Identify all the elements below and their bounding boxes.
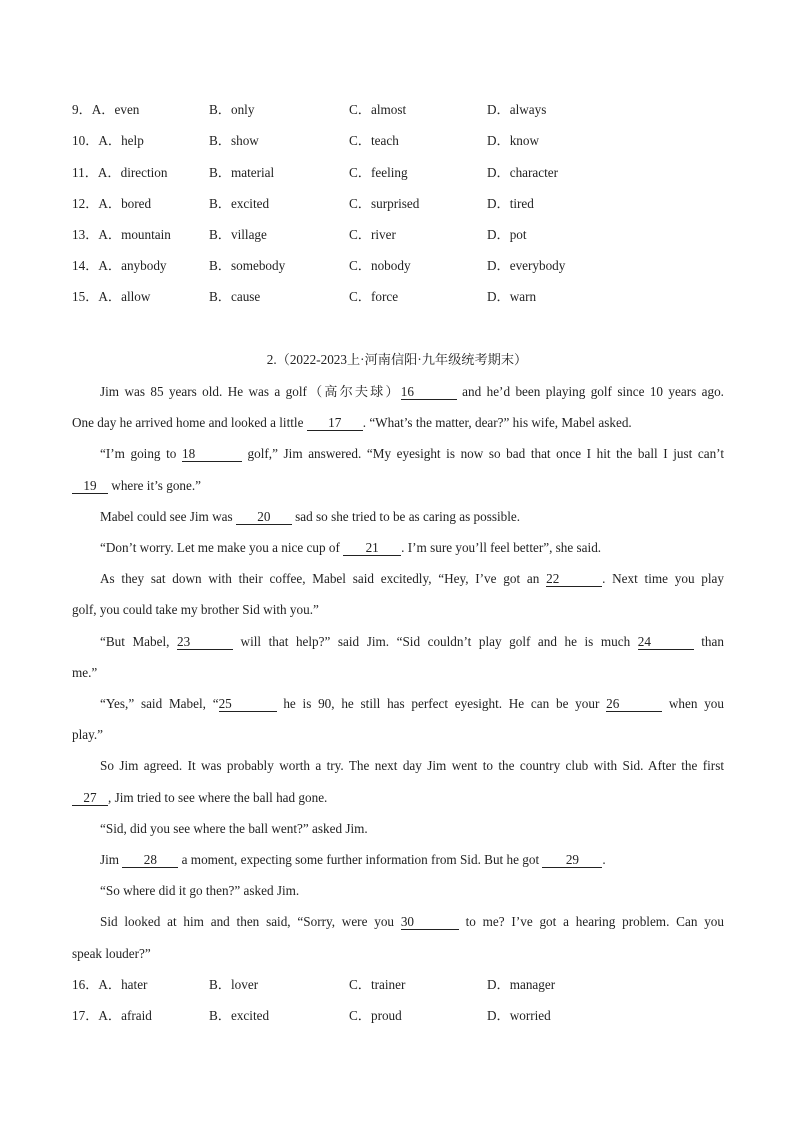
option-c: C．force xyxy=(349,289,399,304)
passage-text: play.” xyxy=(72,727,103,742)
passage-text: . “What’s the matter, dear?” his wife, Mabel asked. xyxy=(362,415,632,430)
blank-25: 25 xyxy=(219,696,277,712)
option-d: D．everybody xyxy=(487,258,566,273)
section-heading: 2.（2022-2023上·河南信阳·九年级统考期末） xyxy=(266,352,528,367)
passage-text: and he’d been playing golf since 10 years ago. xyxy=(456,384,724,399)
passage-line xyxy=(100,820,724,838)
option-c: C．feeling xyxy=(349,165,408,180)
option-a: 15．A．allow xyxy=(72,289,151,304)
option-a: 17．A．afraid xyxy=(72,1008,152,1023)
blank-30: 30 xyxy=(401,914,459,930)
passage-line xyxy=(100,851,724,869)
blank-20: 20 xyxy=(236,509,292,525)
option-d: D．pot xyxy=(487,227,527,242)
passage-line xyxy=(72,414,724,432)
passage-text: when you xyxy=(662,696,724,711)
passage-text: “Don’t worry. Let me make you a nice cup of xyxy=(100,540,344,555)
option-b: B．material xyxy=(209,165,275,180)
option-d: D．always xyxy=(487,102,547,117)
option-a: 12．A．bored xyxy=(72,196,152,211)
option-a: 11．A．direction xyxy=(72,165,168,180)
passage-text: Jim was 85 years old. He was a golf（高尔夫球） xyxy=(100,384,401,399)
passage-text: sad so she tried to be as caring as possible. xyxy=(291,509,521,524)
blank-24: 24 xyxy=(638,634,694,650)
blank-19: 19 xyxy=(72,478,108,494)
passage-text: , Jim tried to see where the ball had gone. xyxy=(108,790,328,805)
passage-line xyxy=(100,508,724,526)
option-d: D．know xyxy=(487,133,540,148)
passage-line xyxy=(100,695,724,713)
passage-line xyxy=(72,726,724,744)
passage-text: will that help?” said Jim. “Sid couldn’t play golf and he is much xyxy=(233,634,638,649)
passage-text: speak louder?” xyxy=(72,946,151,961)
blank-17: 17 xyxy=(307,415,363,431)
blank-23: 23 xyxy=(177,634,233,650)
passage-line xyxy=(72,945,724,963)
passage-line xyxy=(72,789,724,807)
passage-text: Sid looked at him and then said, “Sorry, were you xyxy=(100,914,401,929)
passage-line xyxy=(72,477,724,495)
option-c: C．nobody xyxy=(349,258,411,273)
option-b: B．excited xyxy=(209,1008,270,1023)
option-a: 14．A．anybody xyxy=(72,258,167,273)
blank-27: 27 xyxy=(72,790,108,806)
passage-line xyxy=(100,913,724,931)
option-b: B．excited xyxy=(209,196,270,211)
passage-text: golf, you could take my brother Sid with you.” xyxy=(72,602,319,617)
option-b: B．somebody xyxy=(209,258,286,273)
option-b: B．cause xyxy=(209,289,261,304)
passage-text: . xyxy=(602,852,606,867)
option-b: B．only xyxy=(209,102,255,117)
option-a: 10．A．help xyxy=(72,133,144,148)
passage-text: Mabel could see Jim was xyxy=(100,509,236,524)
option-d: D．manager xyxy=(487,977,556,992)
passage-text: . Next time you play xyxy=(602,571,724,586)
passage-text: One day he arrived home and looked a little xyxy=(72,415,307,430)
passage-text: “Yes,” said Mabel, “ xyxy=(100,696,219,711)
passage-line xyxy=(100,882,724,900)
blank-28: 28 xyxy=(122,852,178,868)
blank-26: 26 xyxy=(606,696,662,712)
passage-line xyxy=(100,445,724,463)
option-b: B．village xyxy=(209,227,267,242)
blank-18: 18 xyxy=(182,446,242,462)
option-d: D．tired xyxy=(487,196,534,211)
option-c: C．almost xyxy=(349,102,407,117)
blank-22: 22 xyxy=(546,571,602,587)
passage-text: a moment, expecting some further information from Sid. But he got xyxy=(178,852,543,867)
passage-text: As they sat down with their coffee, Mabel said excitedly, “Hey, I’ve got an xyxy=(100,571,547,586)
option-c: C．teach xyxy=(349,133,399,148)
passage-text: . I’m sure you’ll feel better”, she said. xyxy=(401,540,602,555)
passage-line xyxy=(100,570,724,588)
passage-line xyxy=(100,383,724,401)
passage-text: Jim xyxy=(100,852,123,867)
passage-text: “Sid, did you see where the ball went?” asked Jim. xyxy=(100,821,368,836)
passage-line xyxy=(100,633,724,651)
option-d: D．warn xyxy=(487,289,537,304)
option-c: C．surprised xyxy=(349,196,420,211)
option-b: B．show xyxy=(209,133,259,148)
passage-text: golf,” Jim answered. “My eyesight is now so bad that once I hit the ball I just can’t xyxy=(241,446,724,461)
passage-text: “So where did it go then?” asked Jim. xyxy=(100,883,300,898)
passage-text: where it’s gone.” xyxy=(108,478,202,493)
passage-text: So Jim agreed. It was probably worth a try. The next day Jim went to the country club with Sid. After the first xyxy=(100,758,724,773)
option-b: B．lover xyxy=(209,977,259,992)
passage-text: to me? I’ve got a hearing problem. Can you xyxy=(458,914,724,929)
option-c: C．river xyxy=(349,227,396,242)
option-d: D．worried xyxy=(487,1008,551,1023)
passage-text: “But Mabel, xyxy=(100,634,177,649)
option-d: D．character xyxy=(487,165,559,180)
option-a: 9．A．even xyxy=(72,102,140,117)
passage-line xyxy=(100,539,724,557)
passage-line xyxy=(100,757,724,775)
option-c: C．proud xyxy=(349,1008,402,1023)
option-a: 16．A．hater xyxy=(72,977,148,992)
option-a: 13．A．mountain xyxy=(72,227,171,242)
option-c: C．trainer xyxy=(349,977,406,992)
blank-29: 29 xyxy=(542,852,602,868)
blank-21: 21 xyxy=(343,540,401,556)
passage-text: me.” xyxy=(72,665,98,680)
passage-text: he is 90, he still has perfect eyesight. He can be your xyxy=(276,696,607,711)
passage-line xyxy=(72,664,724,682)
passage-line xyxy=(72,601,724,619)
passage-text: “I’m going to xyxy=(100,446,182,461)
blank-16: 16 xyxy=(401,384,457,400)
passage-text: than xyxy=(693,634,724,649)
